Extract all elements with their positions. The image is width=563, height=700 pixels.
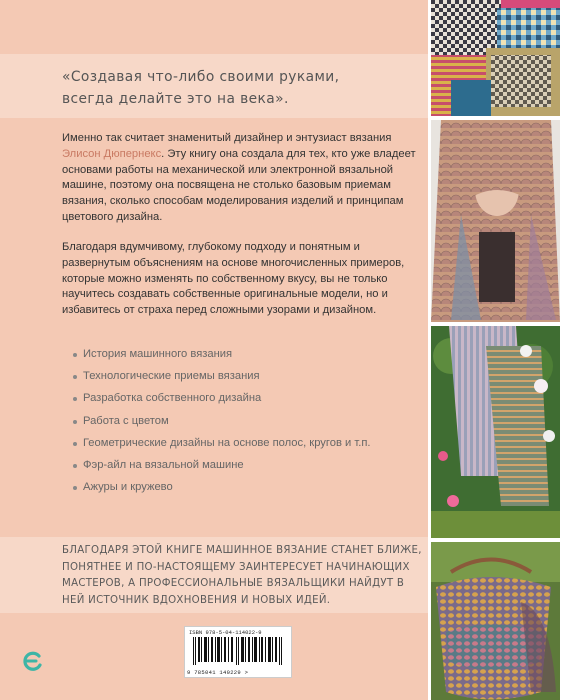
quote-line-2: всегда делайте это на века». bbox=[62, 91, 289, 107]
intro-paragraph bbox=[62, 131, 418, 226]
topic-item: Геометрические дизайны на основе полос, кругов и т.п. bbox=[73, 436, 403, 451]
barcode-bars bbox=[191, 637, 285, 665]
knitted-bag-photo bbox=[431, 542, 560, 700]
author-name: Элисон Дюпернекс bbox=[62, 147, 162, 160]
topic-item: Разработка собственного дизайна bbox=[73, 391, 403, 406]
barcode-digits: 9 785041 140229 > bbox=[187, 669, 249, 676]
topic-item: Фэр-айл на вязальной машине bbox=[73, 458, 403, 473]
woman-with-scarf-photo bbox=[431, 120, 560, 322]
cover-quote bbox=[62, 66, 422, 110]
quote-line-1: «Создавая что-либо своими руками, bbox=[62, 69, 340, 85]
eksmo-logo-icon bbox=[22, 650, 44, 672]
topics-list bbox=[73, 347, 403, 502]
footer-blurb: БЛАГОДАРЯ ЭТОЙ КНИГЕ МАШИННОЕ ВЯЗАНИЕ СТАНЕТ БЛИЖЕ, ПОНЯТНЕЕ И ПО-НАСТОЯЩЕМУ ЗАИНТЕРЕСУЕТ НАЧИНАЮЩИХ МАСТЕРОВ, А ПРОФЕССИОНАЛЬНЫЕ ВЯЗАЛЬЩИКИ НАЙДУТ В НЕЙ ИСТОЧНИК ВДОХНОВЕНИЯ И НОВЫХ ИДЕЙ. bbox=[62, 545, 422, 606]
topic-item: История машинного вязания bbox=[73, 347, 403, 362]
topic-item: Работа с цветом bbox=[73, 414, 403, 429]
barcode bbox=[184, 626, 292, 678]
garden-throw-photo bbox=[431, 326, 560, 538]
intro-text-end: . Эту книгу она создала для тех, кто уже владеет основами работы на механической или электронной вязальной машине, поэтому она посвящена не столько базовым приемам вязания, сколько способам моделирования изделий и принципам цветового дизайна. bbox=[62, 147, 416, 223]
second-paragraph: Благодаря вдумчивому, глубокому подходу и понятным и развернутым объяснениям на основе многочисленных примеров, которые можно изменять по собственному вкусу, вы не только научитесь создавать собственные оригинальные модели, но и избавитесь от страха перед сложными узорами и дизайном. bbox=[62, 241, 405, 317]
topic-item: Технологические приемы вязания bbox=[73, 369, 403, 384]
intro-text-start: Именно так считает знаменитый дизайнер и энтузиаст вязания bbox=[62, 132, 392, 144]
topic-item: Ажуры и кружево bbox=[73, 480, 403, 495]
isbn-label: ISBN 978-5-04-114022-9 bbox=[189, 629, 262, 636]
photo-column bbox=[428, 0, 563, 700]
knitted-swatches-photo bbox=[431, 0, 560, 116]
